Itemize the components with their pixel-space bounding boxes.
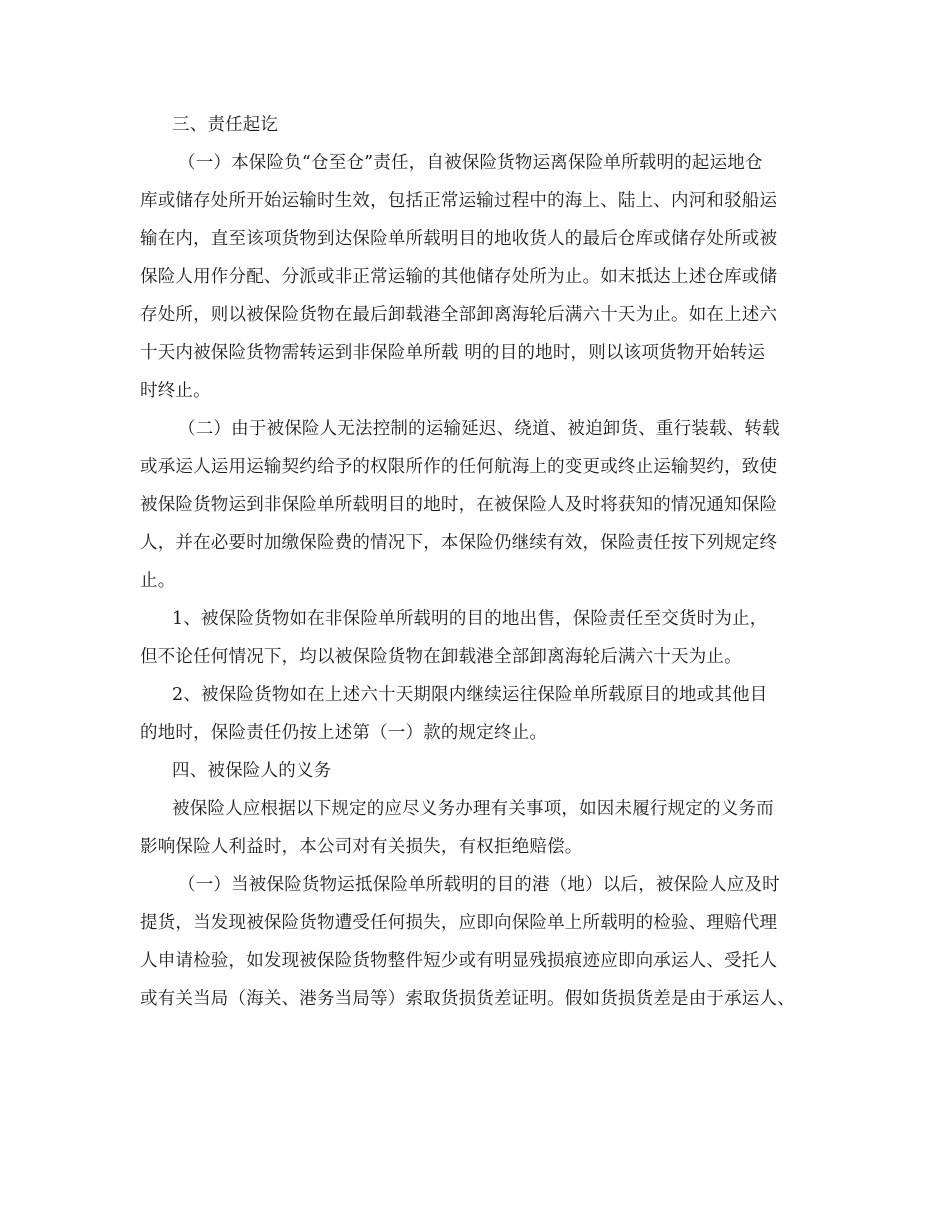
text-line: （一）当被保险货物运抵保险单所载明的目的港（地）以后，被保险人应及时: [178, 875, 780, 895]
text-line: 输在内，直至该项货物到达保险单所载明目的地收货人的最后仓库或储存处所或被: [140, 229, 778, 249]
text-line: 人申请检验，如发现被保险货物整件短少或有明显残损痕迹应即向承运人、受托人: [140, 951, 778, 971]
text-line: 1、被保险货物如在非保险单所载明的目的地出售，保险责任至交货时为止，: [172, 609, 768, 629]
text-line: 人，并在必要时加缴保险费的情况下，本保险仍继续有效，保险责任按下列规定终: [140, 533, 778, 553]
text-line: 三、责任起讫: [172, 115, 279, 135]
text-line: （一）本保险负“仓至仓”责任，自被保险货物运离保险单所载明的起运地仓: [178, 153, 763, 173]
text-line: 2、被保险货物如在上述六十天期限内继续运往保险单所载原目的地或其他目: [172, 685, 768, 705]
text-line: （二）由于被保险人无法控制的运输延迟、绕道、被迫卸货、重行装载、转载: [178, 419, 780, 439]
text-line: 被保险货物运到非保险单所载明目的地时，在被保险人及时将获知的情况通知保险: [140, 495, 778, 515]
text-line: 保险人用作分配、分派或非正常运输的其他储存处所为止。如末抵达上述仓库或储: [140, 267, 778, 287]
document-body: [140, 106, 815, 1018]
text-line: 的地时，保险责任仍按上述第（一）款的规定终止。: [140, 723, 548, 743]
text-line: 时终止。: [140, 381, 211, 401]
text-line: 十天内被保险货物需转运到非保险单所载 明的目的地时，则以该项货物开始转运: [140, 343, 766, 363]
text-line: 但不论任何情况下，均以被保险货物在卸载港全部卸离海轮后满六十天为止。: [140, 647, 742, 667]
text-line: 存处所，则以被保险货物在最后卸载港全部卸离海轮后满六十天为止。如在上述六: [140, 305, 778, 325]
text-line: 或承运人运用运输契约给予的权限所作的任何航海上的变更或终止运输契约，致使: [140, 457, 778, 477]
text-line: 提货，当发现被保险货物遭受任何损失，应即向保险单上所载明的检验、理赔代理: [140, 913, 778, 933]
text-line: 止。: [140, 571, 176, 591]
text-line: 或有关当局（海关、港务当局等）索取货损货差证明。假如货损货差是由于承运人、: [140, 989, 795, 1009]
text-line: 库或储存处所开始运输时生效，包括正常运输过程中的海上、陆上、内河和驳船运: [140, 191, 778, 211]
text-line: 影响保险人利益时，本公司对有关损失，有权拒绝赔偿。: [140, 837, 583, 857]
text-line: 四、被保险人的义务: [172, 761, 332, 781]
text-line: 被保险人应根据以下规定的应尽义务办理有关事项，如因未履行规定的义务而: [172, 799, 774, 819]
